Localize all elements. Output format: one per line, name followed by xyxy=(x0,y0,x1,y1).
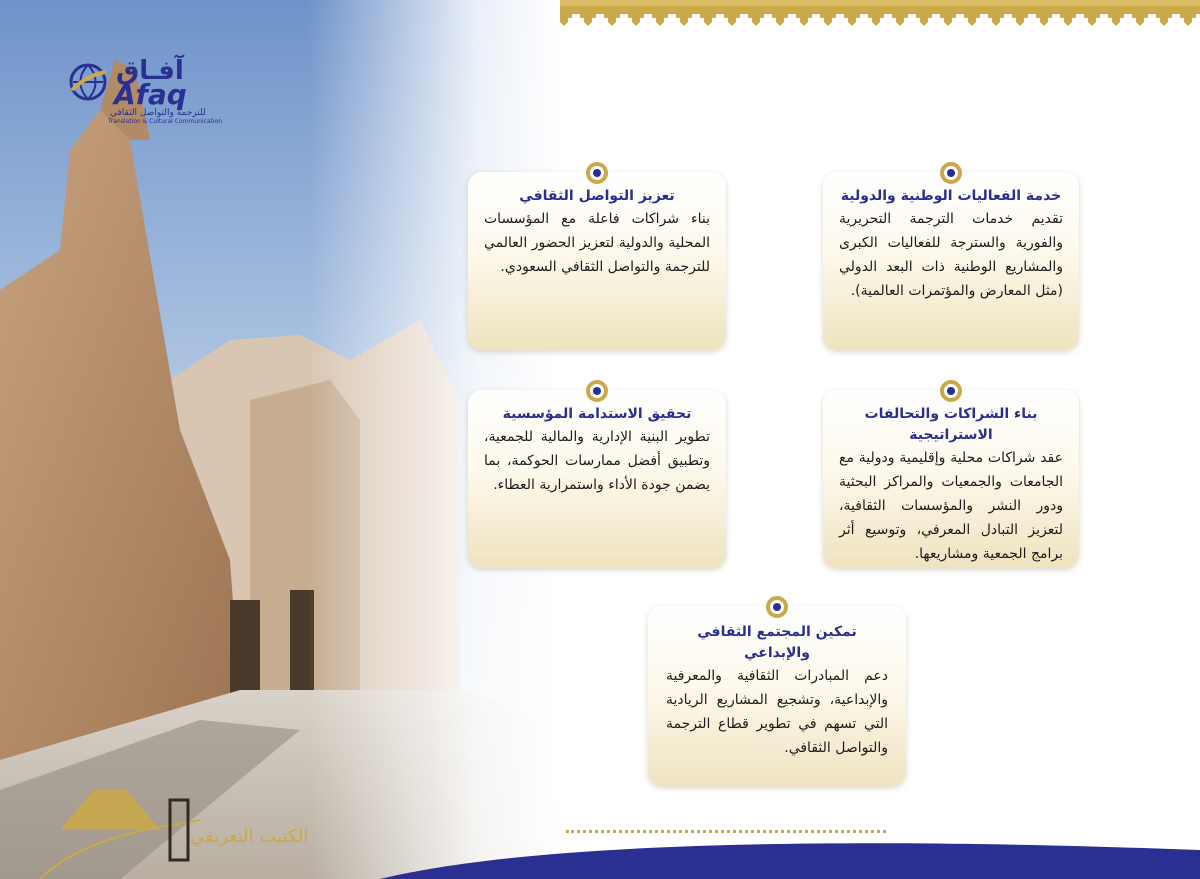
footer-decoration xyxy=(0,790,1200,879)
card-title: تحقيق الاستدامة المؤسسية xyxy=(502,406,692,422)
card-institutional-sustainability xyxy=(468,390,726,568)
card-national-events xyxy=(823,172,1079,350)
card-cultural-communication xyxy=(468,172,726,350)
logo-name-ar: آفـاق xyxy=(116,56,184,86)
card-marker-icon xyxy=(940,162,962,184)
globe-icon xyxy=(68,60,108,108)
logo-name-en: Afaq xyxy=(114,78,187,111)
card-title: بناء الشراكات والتحالفات الاستراتيجية xyxy=(864,406,1038,443)
card-body: تقديم خدمات الترجمة التحريرية والفورية والسترجة للفعاليات الكبرى والمشاريع الوطنية ذات البعد الدولي (مثل المعارض والمؤتمرات العالمية). xyxy=(839,211,1063,299)
card-strategic-partnerships xyxy=(823,390,1079,568)
card-body: تطوير البنية الإدارية والمالية للجمعية، وتطبيق أفضل ممارسات الحوكمة، بما يضمن جودة الأداء واستمرارية العطاء. xyxy=(484,429,710,493)
logo-tagline-ar: للترجمة والتواصل الثقافي xyxy=(110,108,206,118)
card-title: تعزيز التواصل الثقافي xyxy=(519,188,675,204)
card-title: تمكين المجتمع الثقافي والإبداعي xyxy=(697,624,857,661)
card-creative-community xyxy=(648,606,906,786)
footer-title: الكتيب التعريفي xyxy=(190,826,309,847)
afaq-logo xyxy=(68,56,223,126)
footer-dotted-line xyxy=(566,830,886,833)
card-body: عقد شراكات محلية وإقليمية ودولية مع الجامعات والجمعيات والمراكز البحثية ودور النشر والمؤسسات الثقافية، لتعزيز التبادل المعرفي، وتوسيع أثر برامج الجمعية ومشاريعها. xyxy=(839,450,1063,562)
card-body: بناء شراكات فاعلة مع المؤسسات المحلية والدولية لتعزيز الحضور العالمي للترجمة والتواصل الثقافي السعودي. xyxy=(484,211,710,275)
card-marker-icon xyxy=(586,162,608,184)
card-marker-icon xyxy=(586,380,608,402)
card-marker-icon xyxy=(940,380,962,402)
logo-tagline-en: Translation & Cultural Communication xyxy=(108,118,223,125)
card-title: خدمة الفعاليات الوطنية والدولية xyxy=(840,188,1062,204)
card-body: دعم المبادرات الثقافية والمعرفية والإبداعية، وتشجيع المشاريع الريادية التي تسهم في تطوير قطاع الترجمة والتواصل الثقافي. xyxy=(666,668,888,756)
card-marker-icon xyxy=(766,596,788,618)
